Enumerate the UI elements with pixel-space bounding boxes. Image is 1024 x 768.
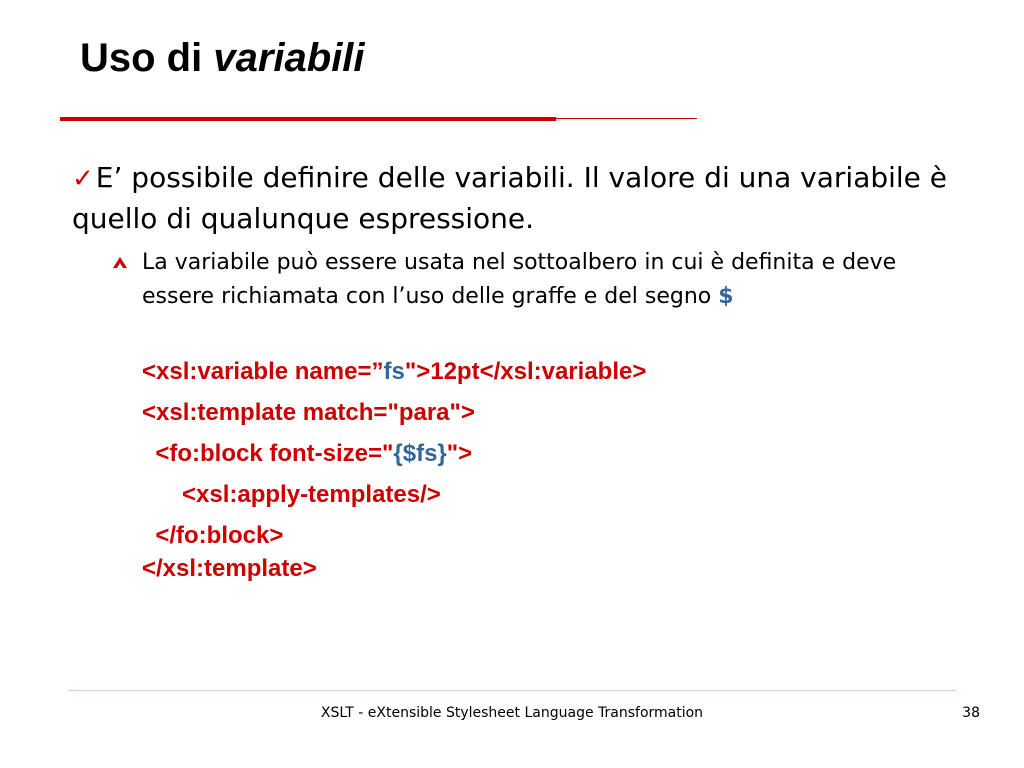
code-line-6 bbox=[142, 553, 317, 585]
code-line-1 bbox=[142, 356, 646, 388]
code-variable-ref: {$fs} bbox=[393, 440, 447, 467]
footer-divider bbox=[68, 690, 956, 691]
title-plain: Uso di bbox=[80, 36, 214, 80]
code-line-4 bbox=[142, 479, 441, 511]
title-underline-thick bbox=[60, 117, 556, 121]
title-underline-thin bbox=[556, 118, 697, 119]
code-text: "> bbox=[446, 440, 473, 467]
dollar-symbol: $ bbox=[718, 284, 734, 309]
bullet1-text: E’ possibile definire delle variabili. Il valore di una variabile è quello di qualunque espressione. bbox=[72, 161, 948, 235]
code-text: <xsl:apply-templates/> bbox=[142, 481, 441, 508]
code-line-5 bbox=[142, 520, 283, 552]
page-number: 38 bbox=[962, 705, 980, 721]
code-variable-name: fs bbox=[383, 358, 405, 385]
flag-icon bbox=[112, 248, 128, 282]
code-line-3 bbox=[142, 438, 472, 470]
bullet2-text: La variabile può essere usata nel sottoalbero in cui è definita e deve essere richiamata con l’uso delle graffe e del segno bbox=[142, 250, 897, 309]
code-text: <fo:block font-size=" bbox=[142, 440, 394, 467]
code-text: ">12pt</xsl:variable> bbox=[404, 358, 647, 385]
code-text: <xsl:variable name=” bbox=[142, 358, 384, 385]
code-text: <xsl:template match="para"> bbox=[142, 399, 475, 426]
bullet-level2 bbox=[112, 246, 962, 314]
code-text: </fo:block> bbox=[142, 522, 284, 549]
check-icon: ✓ bbox=[72, 164, 94, 194]
bullet-level1 bbox=[72, 158, 962, 239]
slide-title bbox=[80, 36, 365, 80]
footer-text: XSLT - eXtensible Stylesheet Language Transformation bbox=[320, 705, 704, 721]
code-line-2 bbox=[142, 397, 475, 429]
title-italic: variabili bbox=[213, 36, 365, 80]
code-text: </xsl:template> bbox=[142, 555, 317, 582]
